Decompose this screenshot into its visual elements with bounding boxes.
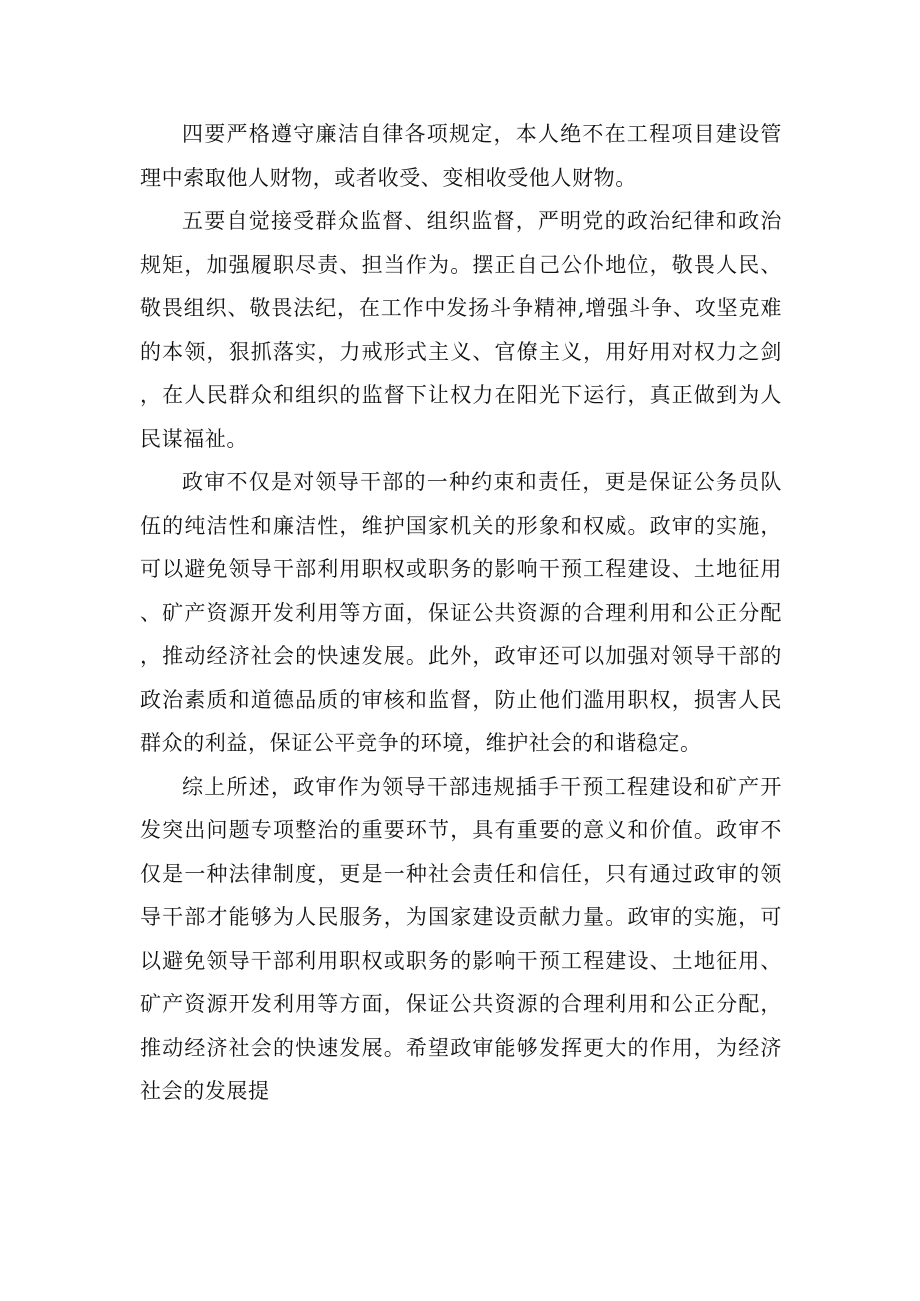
paragraph-3: 政审不仅是对领导干部的一种约束和责任，更是保证公务员队伍的纯洁性和廉洁性，维护国家机关的形象和权威。政审的实施，可以避免领导干部利用职权或职务的影响干预工程建设、土地征用、矿产资源开发利用等方面，保证公共资源的合理利用和公正分配，推动经济社会的快速发展。此外，政审还可以加强对领导干部的政治素质和道德品质的审核和监督，防止他们滥用职权，损害人民群众的利益，保证公平竞争的环境，维护社会的和谐稳定。 (140, 470, 782, 755)
paragraph-1: 四要严格遵守廉洁自律各项规定，本人绝不在工程项目建设管理中索取他人财物，或者收受、变相收受他人财物。 (140, 122, 782, 190)
paragraph-4: 综上所述，政审作为领导干部违规插手干预工程建设和矿产开发突出问题专项整治的重要环节，具有重要的意义和价值。政审不仅是一种法律制度，更是一种社会责任和信任，只有通过政审的领导干部才能够为人民服务，为国家建设贡献力量。政审的实施，可以避免领导干部利用职权或职务的影响干预工程建设、土地征用、矿产资源开发利用等方面，保证公共资源的合理利用和公正分配，推动经济社会的快速发展。希望政审能够发挥更大的作用，为经济社会的发展提 (140, 774, 782, 1103)
paragraph-2: 五要自觉接受群众监督、组织监督，严明党的政治纪律和政治规矩，加强履职尽责、担当作为。摆正自己公仆地位，敬畏人民、敬畏组织、敬畏法纪，在工作中发扬斗争精神,增强斗争、攻坚克难的本领，狠抓落实，力戒形式主义、官僚主义，用好用对权力之剑，在人民群众和组织的监督下让权力在阳光下运行，真正做到为人民谋福祉。 (140, 209, 782, 451)
